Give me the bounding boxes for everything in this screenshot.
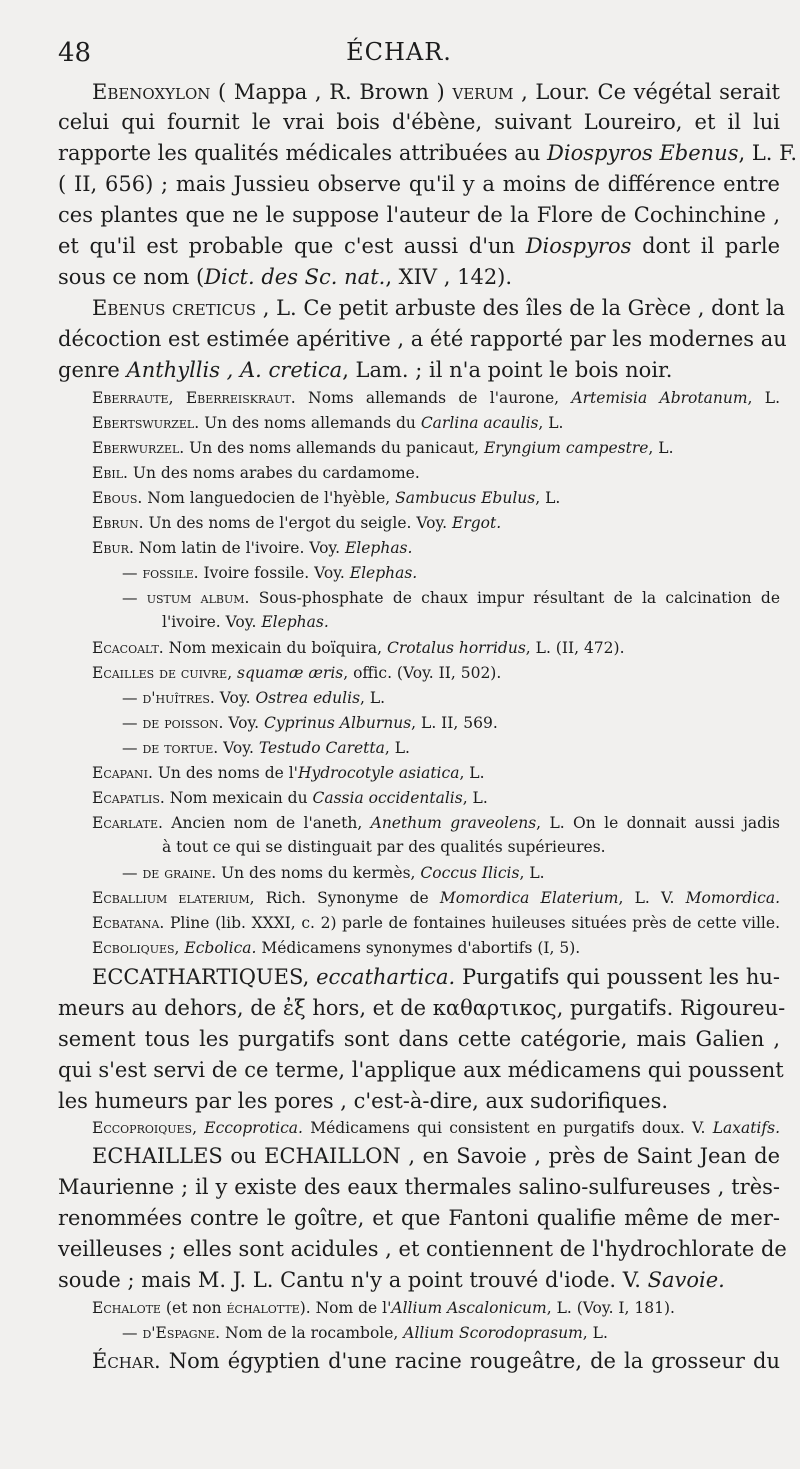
entry-term: ustum album. [146,589,250,607]
text-run: , L. [462,789,488,807]
text-line [92,1117,780,1139]
text-run: à tout ce qui se distinguait par des qualités supérieures. [162,838,606,856]
text-run: Un des noms allemands du panicaut, [184,439,484,457]
text-line [92,762,780,784]
page-header [58,38,740,78]
text-run: qui s'est servi de ce terme, l'applique aux médicamens qui poussent [58,1058,784,1082]
italic-text: Dict. des Sc. nat. [204,265,386,289]
italic-text: Sambucus Ebulus [395,489,536,507]
text-line [122,562,780,584]
entry-term: Échar. [92,1349,161,1373]
text-line [58,1204,780,1232]
text-run: , Lam. ; il n'a point le bois noir. [342,358,673,382]
text-run: Ancien nom de l'aneth, [162,814,371,832]
text-run: , L. [582,1324,608,1342]
text-run: Ivoire fossile. Voy. [198,564,350,582]
text-line [92,887,780,909]
running-head: ÉCHAR. [346,38,452,66]
entry-term: Ebous. [92,489,143,507]
text-run: les humeurs par les pores , c'est-à-dire, aux sudorifiques. [58,1089,669,1113]
text-line [92,387,780,409]
text-run: , L. [747,389,781,407]
text-run: meurs au dehors, de ἐξ hors, et de καθαρτικος, purgatifs. Rigoureu- [58,996,786,1020]
text-run: — [122,689,143,707]
italic-text: Momordica Elaterium [439,889,619,907]
text-run: — [122,714,143,732]
italic-text: Allium Ascalonicum [391,1299,547,1317]
text-run: , offic. (Voy. II, 502). [343,664,502,682]
text-line [58,356,780,384]
text-run: Pline (lib. XXXI, c. 2) parle de fontaines huileuses situées près de cette ville. [164,914,780,932]
text-run: , L. V. [618,889,686,907]
text-run: Noms allemands de l'aurone, [295,389,572,407]
text-line [92,462,780,484]
text-run: veilleuses ; elles sont acidules , et contiennent de l'hydrochlorate de [58,1237,787,1261]
entry-term: Ebertswurzel. [92,414,200,432]
text-run: , L. (II, 472). [525,639,625,657]
text-line [92,912,780,934]
text-run: ( Mappa , R. Brown ) [210,80,453,104]
text-line [92,963,780,991]
text-run: Voy. [223,714,265,732]
text-line [58,139,798,167]
text-line [58,1235,787,1263]
entry-term: Ebur. [92,539,134,557]
text-line [58,1056,784,1084]
text-line [92,412,780,434]
text-run: , [227,664,238,682]
text-run: ECHAILLES ou ECHAILLON , en Savoie , près de Saint Jean de [92,1144,780,1168]
text-line [92,937,780,959]
text-line [58,108,780,136]
text-run: Voy. [214,689,256,707]
text-run: Sous-phosphate de chaux impur résultant de la calcination de [249,589,780,607]
text-line [122,737,780,759]
entry-term: Eberraute, Eberreiskraut. [92,389,296,407]
text-run: , L. II, 569. [411,714,498,732]
entry-term: échalotte [226,1299,300,1317]
text-line [92,512,780,534]
text-run: Un des noms allemands du [199,414,421,432]
italic-text: squamæ æris [237,664,344,682]
text-line [58,1173,780,1201]
text-run: , Lour. Ce végétal serait [513,80,780,104]
text-run: Un des noms du kermès, [216,864,421,882]
text-line [58,1266,780,1294]
text-line [92,812,780,834]
text-run: , [174,939,185,957]
text-run: , L. [360,689,386,707]
text-line [58,1087,780,1115]
text-line [58,325,787,353]
text-run: Nom de la rocambole, [220,1324,404,1342]
text-run: l'ivoire. Voy. [162,613,262,631]
text-run: dont il parle [631,234,781,258]
text-run: Un des noms de l'ergot du seigle. Voy. [143,514,452,532]
text-run: et qu'il est probable que c'est aussi d'un [58,234,526,258]
entry-term: Ecarlate. [92,814,163,832]
text-run: ( II, 656) ; mais Jussieu observe qu'il y a moins de différence entre [58,172,780,196]
text-run: (et non [160,1299,227,1317]
italic-text: Ostrea edulis [255,689,361,707]
entry-term: Ebrun. [92,514,144,532]
italic-text: Cassia occidentalis [312,789,463,807]
text-run: , L. [648,439,674,457]
italic-text: Ecbolica. [184,939,257,957]
entry-term: fossile. [142,564,199,582]
text-line [92,437,780,459]
entry-term: Ebenus creticus [92,296,257,320]
text-line [92,787,780,809]
entry-term: d'huîtres. [142,689,215,707]
entry-term: Eberwurzel. [92,439,185,457]
text-run: , L. On le donnait aussi jadis [536,814,780,832]
text-run: Médicamens qui consistent en purgatifs doux. V. [302,1119,713,1137]
italic-text: Artemisia Abrotanum [571,389,748,407]
text-line [92,537,780,559]
text-run: , [192,1119,205,1137]
entry-term: Ebil. [92,464,128,482]
italic-text: Anthyllis , A. cretica [126,358,343,382]
text-run: renommées contre le goître, et que Fantoni qualifie même de mer- [58,1206,780,1230]
entry-term: Ecbatana. [92,914,165,932]
entry-term: verum [452,80,514,104]
text-line [58,232,780,260]
text-line [122,687,780,709]
italic-text: Elephas. [349,564,418,582]
italic-text: Diospyros [525,234,632,258]
italic-text: Anethum graveolens [370,814,537,832]
text-run: Un des noms de l' [152,764,298,782]
text-run: Nom égyptien d'une racine rougeâtre, de la grosseur du [160,1349,780,1373]
entry-term: Eccoproiques [92,1119,193,1137]
text-line [58,994,786,1022]
text-run: — [122,864,143,882]
text-line [122,712,780,734]
entry-term: d'Espagne. [142,1324,221,1342]
entry-term: Ecailles de cuivre [92,664,228,682]
italic-text: Diospyros Ebenus [547,141,739,165]
italic-text: Ergot. [452,514,502,532]
italic-text: Elephas. [261,613,329,631]
entry-term: Echalote [92,1299,161,1317]
text-line [122,587,780,609]
italic-text: Allium Scorodoprasum [403,1324,583,1342]
page-number: 48 [58,38,92,68]
italic-text: Crotalus horridus [386,639,526,657]
text-line [92,1142,780,1170]
text-run: — [122,739,143,757]
text-run: celui qui fournit le vrai bois d'ébène, suivant Loureiro, et il lui [58,110,780,134]
entry-term: de poisson. [142,714,224,732]
text-run: , Rich. Synonyme de [249,889,440,907]
italic-text: Carlina acaulis [420,414,539,432]
text-run: Nom mexicain du [164,789,313,807]
text-run: — [122,564,143,582]
text-run: , L. [535,489,561,507]
text-line [162,836,780,858]
text-run: sous ce nom ( [58,265,205,289]
italic-text: Coccus Ilicis [420,864,520,882]
text-run: ). Nom de l' [299,1299,392,1317]
text-line [58,263,780,291]
text-run: Purgatifs qui poussent les hu- [455,965,780,989]
italic-text: Savoie. [647,1268,725,1292]
text-run: — [122,1324,143,1342]
text-line [122,1322,780,1344]
italic-text: eccathartica. [316,965,456,989]
entry-term: Ecapani. [92,764,153,782]
text-line [58,1025,780,1053]
text-run: , L. (Voy. I, 181). [546,1299,675,1317]
italic-text: Elephas. [344,539,413,557]
italic-text: Hydrocotyle asiatica [297,764,460,782]
text-run: décoction est estimée apéritive , a été rapporté par les modernes au [58,327,787,351]
text-run: Voy. [218,739,259,757]
text-run: , L. [459,764,485,782]
italic-text: Laxatifs. [712,1119,781,1137]
text-run: Nom languedocien de l'hyèble, [142,489,396,507]
text-run: Nom latin de l'ivoire. Voy. [133,539,345,557]
text-run: , L. Ce petit arbuste des îles de la Grèce , dont la [256,296,786,320]
text-run: , XIV , 142). [385,265,513,289]
text-run: — [122,589,147,607]
text-run: ces plantes que ne le suppose l'auteur de la Flore de Cochinchine , [58,203,780,227]
italic-text: Eccoprotica. [204,1119,303,1137]
entry-term: de graine. [142,864,217,882]
italic-text: Cyprinus Alburnus [264,714,412,732]
italic-text: Momordica. [685,889,780,907]
text-run: soude ; mais M. J. L. Cantu n'y a point trouvé d'iode. V. [58,1268,648,1292]
text-run: Un des noms arabes du cardamome. [127,464,420,482]
text-run: genre [58,358,127,382]
text-line [92,1347,780,1375]
text-run: , L. F. [738,141,798,165]
text-line [92,637,780,659]
italic-text: Testudo Caretta [258,739,385,757]
text-run: , L. [519,864,545,882]
text-line [162,611,780,633]
entry-term: Ecboliques [92,939,175,957]
entry-term: Ecacoalt. [92,639,164,657]
text-line [92,294,786,322]
text-line [92,78,780,106]
entry-term: Ecapatlis. [92,789,165,807]
text-line [58,201,780,229]
text-run: Médicamens synonymes d'abortifs (I, 5). [256,939,581,957]
text-run: , L. [538,414,564,432]
text-line [92,662,780,684]
entry-term: de tortue. [142,739,219,757]
text-line [92,1297,780,1319]
text-run: Maurienne ; il y existe des eaux thermales salino-sulfureuses , très- [58,1175,780,1199]
text-line [122,862,780,884]
text-run: Nom mexicain du boïquira, [163,639,387,657]
entry-term: Ebenoxylon [92,80,211,104]
text-run: ECCATHARTIQUES, [92,965,317,989]
italic-text: Eryngium campestre [483,439,649,457]
text-line [58,170,780,198]
text-run: , L. [384,739,410,757]
text-line [92,487,780,509]
text-run: rapporte les qualités médicales attribuées au [58,141,548,165]
entry-term: Ecballium elaterium [92,889,250,907]
text-run: sement tous les purgatifs sont dans cette catégorie, mais Galien , [58,1027,780,1051]
